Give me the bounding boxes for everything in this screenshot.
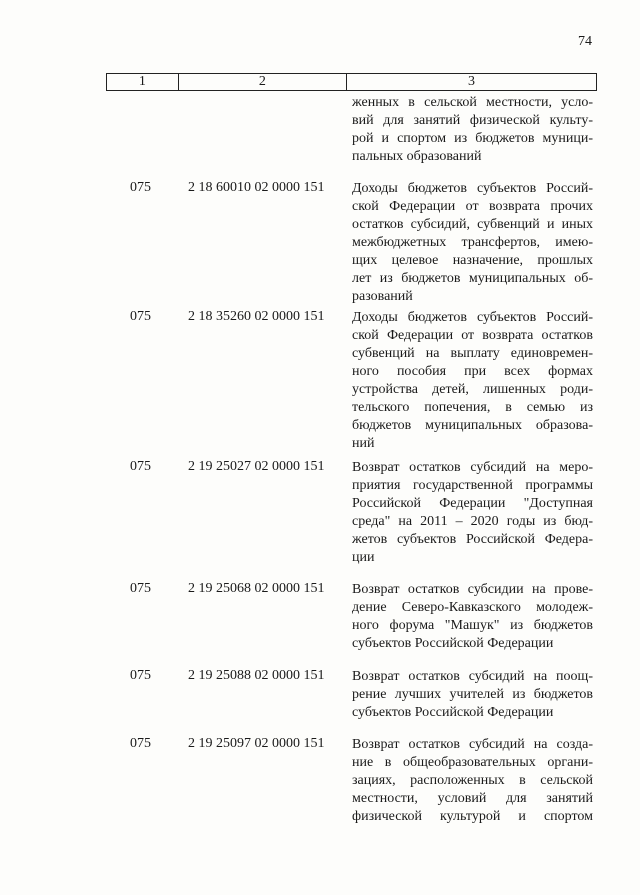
- budget-classification-code: 2 19 25027 02 0000 151: [188, 459, 325, 474]
- text-line: Возврат остатков субсидий на поощ-: [352, 669, 593, 684]
- budget-classification-code: 2 19 25088 02 0000 151: [188, 668, 325, 683]
- text-line: тельского попечения, в семью из: [352, 400, 593, 415]
- text-line: устройства детей, лишенных роди-: [352, 382, 593, 397]
- text-line: жетов субъектов Российской Федера-: [352, 532, 593, 547]
- text-line: пальных образований: [352, 149, 482, 164]
- text-line: дение Северо-Кавказского молодеж-: [352, 600, 593, 615]
- text-line: ской Федерации от возврата остатков: [352, 328, 593, 343]
- text-line: субъектов Российской Федерации: [352, 705, 554, 720]
- budget-classification-code: 2 18 60010 02 0000 151: [188, 180, 325, 195]
- text-line: лет из бюджетов муниципальных об-: [352, 271, 593, 286]
- text-line: ние в общеобразовательных органи-: [352, 755, 593, 770]
- text-line: Доходы бюджетов субъектов Россий-: [352, 310, 593, 325]
- header-col-2: 2: [179, 74, 347, 90]
- income-description: [352, 668, 593, 722]
- budget-classification-code: 2 18 35260 02 0000 151: [188, 309, 325, 324]
- text-line: физической культурой и спортом: [352, 809, 593, 824]
- table-header: [106, 73, 597, 91]
- text-line: щих целевое назначение, прошлых: [352, 253, 593, 268]
- income-description: [352, 180, 593, 306]
- text-line: вий для занятий физической культу-: [352, 113, 593, 128]
- page-number: 74: [578, 34, 592, 49]
- text-line: субвенций на выплату единовремен-: [352, 346, 593, 361]
- text-line: остатков субсидий, субвенций и иных: [352, 217, 593, 232]
- text-line: Возврат остатков субсидий на меро-: [352, 460, 593, 475]
- text-line: ного пособия при всех формах: [352, 364, 593, 379]
- text-line: ного форума "Машук" из бюджетов: [352, 618, 593, 633]
- text-line: разований: [352, 289, 413, 304]
- budget-classification-code: 2 19 25097 02 0000 151: [188, 736, 325, 751]
- text-line: ции: [352, 550, 375, 565]
- admin-code: 075: [130, 309, 151, 324]
- text-line: рой и спортом из бюджетов муници-: [352, 131, 593, 146]
- admin-code: 075: [130, 180, 151, 195]
- text-line: субъектов Российской Федерации: [352, 636, 554, 651]
- text-line: Доходы бюджетов субъектов Россий-: [352, 181, 593, 196]
- admin-code: 075: [130, 668, 151, 683]
- text-line: приятия государственной программы: [352, 478, 593, 493]
- text-line: ской Федерации от возврата прочих: [352, 199, 593, 214]
- budget-classification-code: 2 19 25068 02 0000 151: [188, 581, 325, 596]
- text-line: среда" на 2011 – 2020 годы из бюд-: [352, 514, 593, 529]
- income-description: [352, 459, 593, 567]
- text-line: Возврат остатков субсидии на прове-: [352, 582, 593, 597]
- income-description: [352, 581, 593, 653]
- text-line: Российской Федерации "Доступная: [352, 496, 593, 511]
- header-col-3: 3: [468, 74, 475, 89]
- admin-code: 075: [130, 581, 151, 596]
- text-line: женных в сельской местности, усло-: [352, 95, 593, 110]
- income-description: [352, 736, 593, 826]
- text-line: бюджетов муниципальных образова-: [352, 418, 593, 433]
- text-line: зациях, расположенных в сельской: [352, 773, 593, 788]
- admin-code: 075: [130, 736, 151, 751]
- text-line: местности, условий для занятий: [352, 791, 593, 806]
- text-line: межбюджетных трансфертов, имею-: [352, 235, 593, 250]
- continuation-text: [352, 94, 593, 166]
- text-line: Возврат остатков субсидий на созда-: [352, 737, 593, 752]
- header-col-1: 1: [107, 74, 179, 90]
- text-line: ний: [352, 436, 375, 451]
- admin-code: 075: [130, 459, 151, 474]
- income-description: [352, 309, 593, 453]
- text-line: рение лучших учителей из бюджетов: [352, 687, 593, 702]
